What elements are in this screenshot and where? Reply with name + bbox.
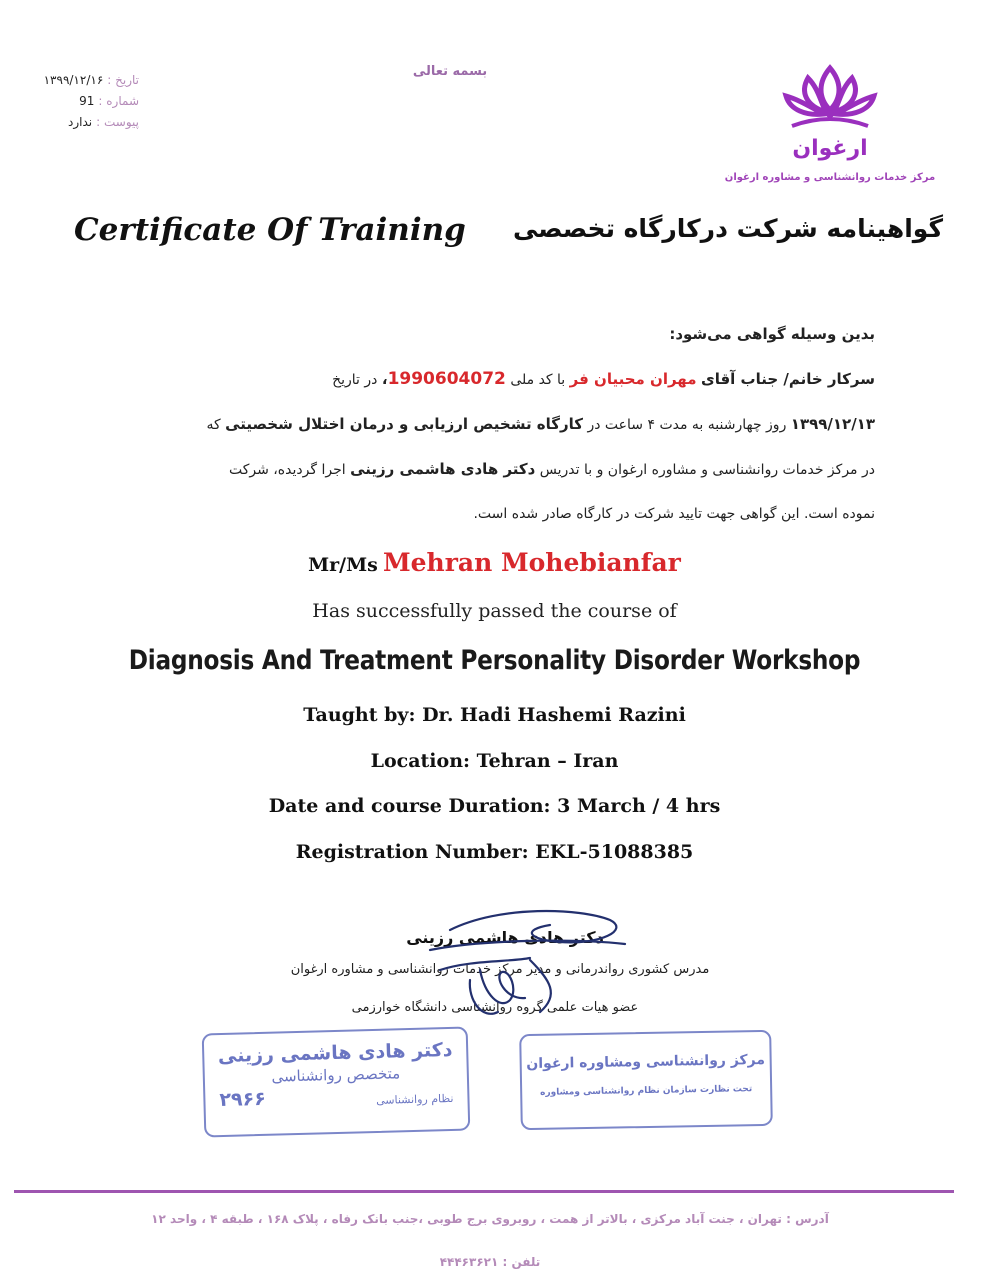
bismillah: بسمه تعالی: [412, 64, 488, 79]
center-stamp: [519, 1030, 773, 1130]
passed-line: Has successfully passed the course of: [312, 600, 677, 622]
closing-line: نموده است. این گواهی جهت تایید شرکت در کارگاه صادر شده است.: [473, 506, 875, 522]
workshop-name-fa: کارگاه تشخیص ارزیابی و درمان اختلال شخصیتی: [225, 415, 584, 433]
stamp-specialty: متخصص روانشناسی: [271, 1064, 401, 1086]
date-row: [14, 70, 139, 91]
number-value: 91: [79, 94, 95, 108]
recipient-line: [0, 548, 989, 577]
stamp-name: دکتر هادی هاشمی رزینی: [217, 1038, 453, 1068]
name-line: سرکار خانم/ جناب آقای مهران محبیان فر با کد ملی 1990604072، در تاریخ: [332, 369, 875, 389]
logo-subtitle: مرکز خدمات روانشناسی و مشاوره ارغوان: [724, 172, 936, 183]
course-line: [0, 645, 989, 676]
footer-address: آدرس : تهران ، جنت آباد مرکزی ، بالاتر از همت ، روبروی برج طوبی ،جنب بانک رفاه ، پلاک ۱۶۸ ، طبقه ۴ ، واحد ۱۲: [151, 1212, 829, 1226]
signatory-title-2: عضو هیات علمی گروه روانشناسی دانشگاه خوارزمی: [351, 1000, 639, 1015]
instructor-fa: دکتر هادی هاشمی رزینی: [350, 460, 536, 478]
date-label: تاریخ :: [107, 73, 139, 87]
certificate-title-english: Certificate Of Training: [74, 212, 466, 248]
personal-stamp: [202, 1027, 471, 1138]
course-title: Diagnosis And Treatment Personality Disorder Workshop: [128, 645, 861, 676]
date-value: ۱۳۹۹/۱۲/۱۶: [43, 73, 104, 87]
taught-by: Taught by: Dr. Hadi Hashemi Razini: [303, 704, 686, 726]
location: Location: Tehran – Iran: [370, 750, 619, 772]
attachment-value: ندارد: [68, 115, 93, 129]
date-duration: Date and course Duration: 3 March / 4 hrs: [268, 795, 721, 817]
signatory-name: دکتر هادی هاشمی رزینی: [406, 928, 604, 947]
center-line: در مرکز خدمات روانشناسی و مشاوره ارغوان و با تدریس دکتر هادی هاشمی رزینی اجرا گردیده، شرکت: [228, 460, 875, 478]
stamp-system-label: نظام روانشناسی: [375, 1091, 454, 1107]
number-row: [14, 91, 139, 112]
certificate-title-persian: گواهینامه شرکت درکارگاه تخصصی: [513, 214, 943, 243]
center-stamp-name: مرکز روانشناسی ومشاوره ارغوان: [526, 1051, 766, 1073]
logo: [720, 62, 940, 192]
attachment-row: [14, 112, 139, 133]
footer-phone: تلفن : ۴۴۴۶۳۶۲۱: [439, 1255, 541, 1269]
document-meta: [14, 70, 139, 133]
name-label-en: Mr/Ms: [308, 554, 378, 576]
date-line: ۱۳۹۹/۱۲/۱۳ روز چهارشنبه به مدت ۴ ساعت در کارگاه تشخیص ارزیابی و درمان اختلال شخصیتی که: [206, 415, 875, 433]
attachment-label: پیوست :: [96, 115, 139, 129]
footer-divider: [14, 1190, 954, 1193]
signatory-title-1: مدرس کشوری رواندرمانی و مدیر مرکز خدمات روانشناسی و مشاوره ارغوان: [290, 962, 710, 977]
center-stamp-supervision: تحت نظارت سازمان نظام روانشناسی ومشاوره: [540, 1084, 753, 1098]
recipient-name-fa: مهران محبیان فر: [569, 370, 697, 388]
number-label: شماره :: [98, 94, 139, 108]
persian-body: [115, 312, 875, 536]
lotus-flower-icon: [770, 62, 890, 138]
logo-name: ارغوان: [792, 136, 868, 161]
recipient-name-en: Mehran Mohebianfar: [382, 548, 681, 577]
registration-number: Registration Number: EKL-51088385: [295, 841, 694, 863]
handwritten-signature: [410, 900, 650, 1030]
stamp-number: ۲۹۶۶: [219, 1087, 267, 1112]
intro-line: بدین وسیله گواهی می‌شود:: [669, 325, 875, 343]
national-id: 1990604072: [387, 369, 506, 389]
workshop-date: ۱۳۹۹/۱۲/۱۳: [790, 415, 875, 433]
